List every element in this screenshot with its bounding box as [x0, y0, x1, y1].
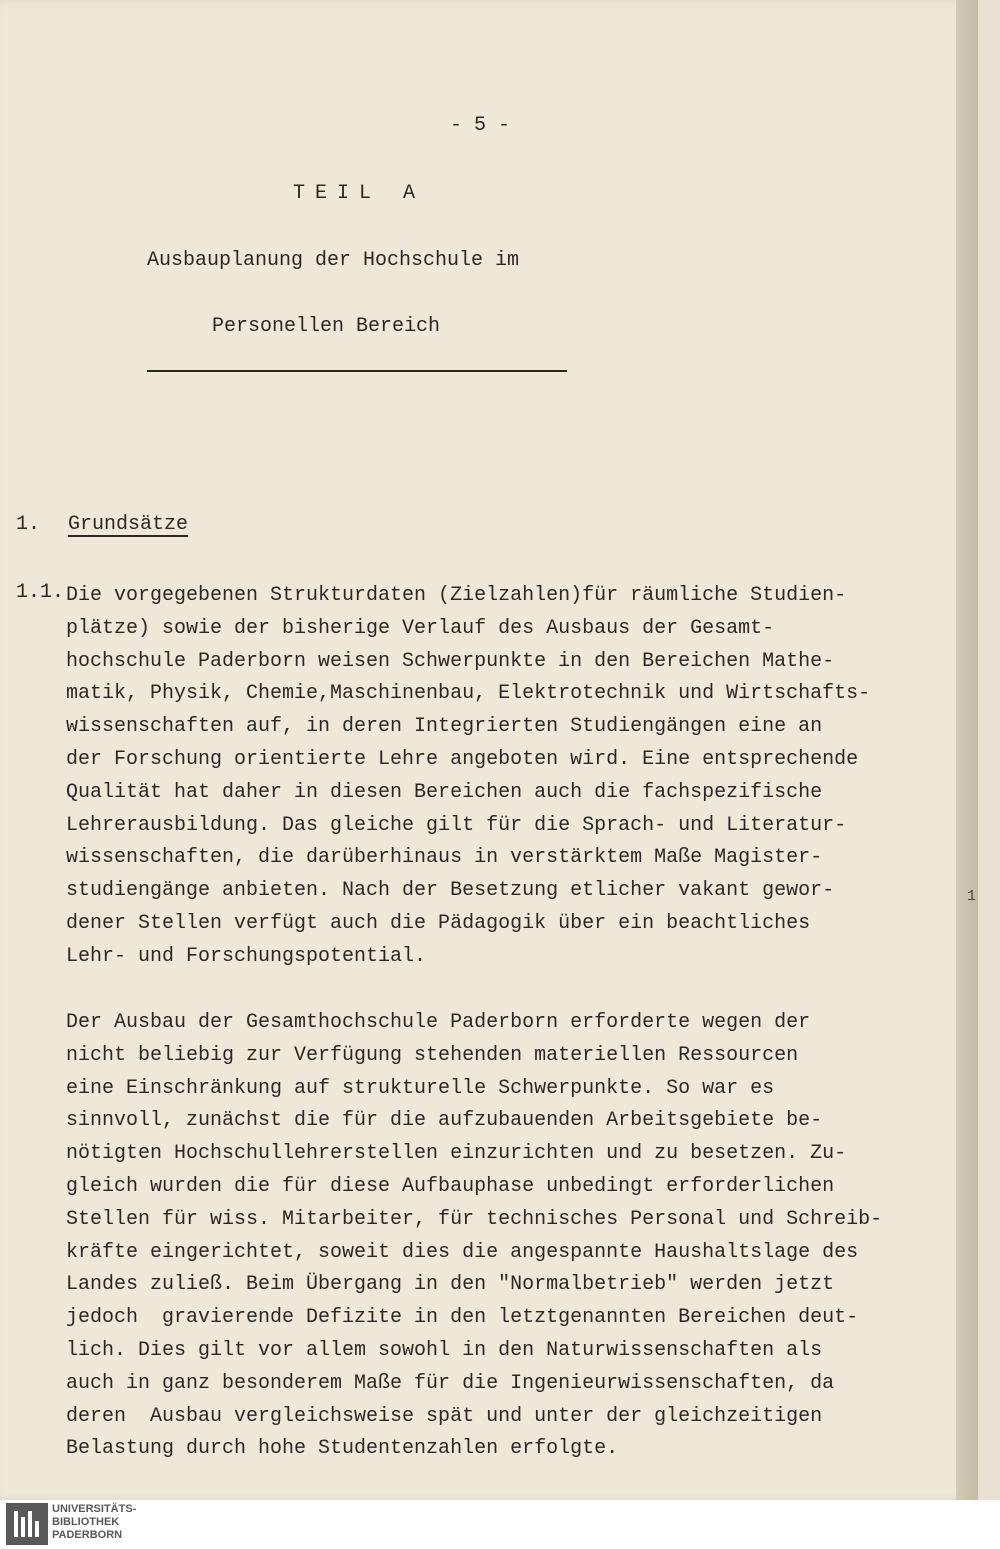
text-line: wissenschaften, die darüberhinaus in verstärktem Maße Magister-	[66, 846, 823, 870]
text-line: der Forschung orientierte Lehre angeboten wird. Eine entsprechende	[66, 747, 859, 771]
text-line: matik, Physik, Chemie,Maschinenbau, Elektrotechnik und Wirtschafts-	[66, 682, 871, 706]
text-line: Der Ausbau der Gesamthochschule Paderborn erforderte wegen der	[66, 1011, 811, 1034]
page-edge	[956, 0, 978, 1500]
page-number: - 5 -	[450, 114, 511, 137]
section-title: Grundsätze	[68, 513, 189, 536]
text-line: auch in ganz besonderem Maße für die Ingenieurwissenschaften, da	[66, 1371, 835, 1395]
text-line: Landes zuließ. Beim Übergang in den "Normalbetrieb" werden jetzt	[66, 1273, 835, 1297]
logo-line-3: PADERBORN	[52, 1529, 123, 1541]
text-line: hochschule Paderborn weisen Schwerpunkte in den Bereichen Mathe-	[66, 649, 835, 673]
text-line: wissenschaften auf, in deren Integrierten Studiengängen eine an	[66, 715, 823, 739]
logo-line-2: BIBLIOTHEK	[52, 1516, 120, 1528]
text-line: dener Stellen verfügt auch die Pädagogik über ein beachtliches	[66, 911, 811, 935]
text-line: lich. Dies gilt vor allem sowohl in den Naturwissenschaften als	[66, 1338, 823, 1362]
text-line: eine Einschränkung auf strukturelle Schwerpunkte. So war es	[66, 1076, 775, 1100]
text-line: gleich wurden die für diese Aufbauphase unbedingt erforderlichen	[66, 1174, 835, 1198]
part-heading: TEIL A	[293, 182, 426, 205]
footer	[0, 1500, 1000, 1549]
logo-line-1: UNIVERSITÄTS-	[52, 1503, 137, 1515]
text-line: jedoch gravierende Defizite in den letztgenannten Bereichen deut-	[66, 1306, 859, 1330]
text-line: Qualität hat daher in diesen Bereichen auch die fachspezifische	[66, 780, 823, 804]
text-line: studiengänge anbieten. Nach der Besetzung etlicher vakant gewor-	[66, 879, 835, 903]
text-line: Die vorgegebenen Strukturdaten (Zielzahlen)für räumliche Studien-	[66, 584, 847, 607]
text-line: sinnvoll, zunächst die für die aufzubauenden Arbeitsgebiete be-	[66, 1109, 823, 1133]
text-line: plätze) sowie der bisherige Verlauf des Ausbaus der Gesamt-	[66, 616, 775, 640]
title-line-1: Ausbauplanung der Hochschule im	[147, 249, 520, 272]
paragraph-number: 1.1.	[16, 581, 65, 604]
text-line: nötigten Hochschullehrerstellen einzurichten und zu besetzen. Zu-	[66, 1142, 847, 1166]
text-line: kräfte eingerichtet, soweit dies die angespannte Haushaltslage des	[66, 1240, 859, 1264]
text-line: deren Ausbau vergleichsweise spät und unter der gleichzeitigen	[66, 1404, 823, 1428]
library-logo-text	[52, 1503, 136, 1542]
edge-mark: 1	[966, 888, 976, 905]
library-logo-icon	[6, 1503, 48, 1545]
text-line: Lehrerausbildung. Das gleiche gilt für die Sprach- und Literatur-	[66, 813, 847, 837]
section-number: 1.	[16, 513, 41, 536]
title-line-2: Personellen Bereich	[212, 315, 441, 338]
title-rule	[147, 370, 567, 372]
text-line: Belastung durch hohe Studentenzahlen erfolgte.	[66, 1437, 619, 1461]
paragraph-2	[66, 1007, 882, 1466]
text-line: Lehr- und Forschungspotential.	[66, 944, 427, 968]
text-line: nicht beliebig zur Verfügung stehenden materiellen Ressourcen	[66, 1043, 799, 1067]
paragraph-1	[66, 580, 870, 974]
text-line: Stellen für wiss. Mitarbeiter, für technisches Personal und Schreib-	[66, 1207, 883, 1231]
